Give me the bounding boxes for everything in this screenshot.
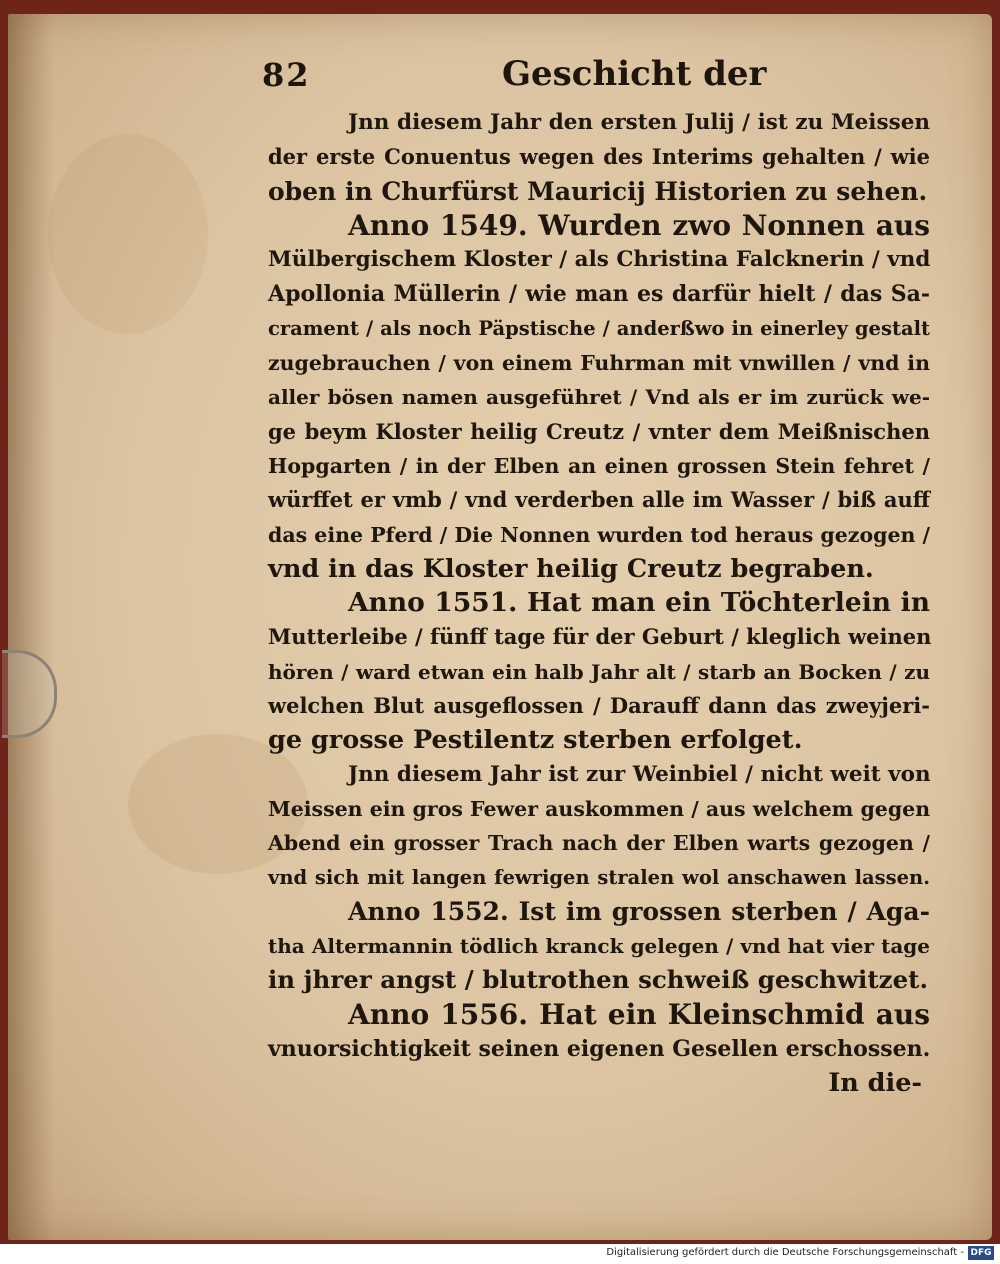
- text-line: Mutterleibe / fünff tage für der Geburt / kleglich weinen: [268, 624, 932, 650]
- text-line: Anno 1552. Ist im grossen sterben / Aga-: [348, 896, 930, 926]
- catchword: In die-: [828, 1068, 922, 1099]
- funding-notice: Digitalisierung gefördert durch die Deutsche Forschungsgemeinschaft -: [606, 1247, 964, 1258]
- text-line: Abend ein grosser Trach nach der Elben warts gezogen /: [268, 831, 930, 856]
- text-line: ge beym Kloster heilig Creutz / vnter dem Meißnischen: [268, 418, 930, 444]
- page-number: 82: [262, 56, 311, 94]
- page-header: [262, 54, 922, 104]
- text-line: crament / als noch Päpstische / anderßwo in einerley gestalt: [268, 316, 930, 340]
- text-line: aller bösen namen ausgeführet / Vnd als er im zurück we-: [268, 385, 930, 410]
- text-line: der erste Conuentus wegen des Interims gehalten / wie: [268, 144, 930, 170]
- text-line: welchen Blut ausgeflossen / Darauff dann das zweyjeri-: [268, 693, 930, 719]
- text-line: Anno 1549. Wurden zwo Nonnen aus: [348, 208, 930, 242]
- text-line: in jhrer angst / blutrothen schweiß geschwitzet.: [268, 965, 929, 995]
- dfg-logo-icon: DFG: [968, 1246, 994, 1260]
- text-line: oben in Churfürst Mauricij Historien zu sehen.: [268, 176, 928, 206]
- body-text: [268, 106, 930, 1101]
- text-line: hören / ward etwan ein halb Jahr alt / starb an Bocken / zu: [268, 659, 930, 684]
- text-line: tha Altermannin tödlich kranck gelegen / vnd hat vier tage: [268, 934, 930, 959]
- text-line: zugebrauchen / von einem Fuhrman mit vnwillen / vnd in: [268, 351, 930, 376]
- text-line: Anno 1556. Hat ein Kleinschmid aus: [348, 997, 930, 1031]
- text-line: Jnn diesem Jahr den ersten Julij / ist zu Meissen: [348, 110, 930, 135]
- text-line: vnuorsichtigkeit seinen eigenen Gesellen erschossen.: [268, 1036, 931, 1063]
- text-line: Jnn diesem Jahr ist zur Weinbiel / nicht weit von: [348, 761, 931, 787]
- text-line: das eine Pferd / Die Nonnen wurden tod heraus gezogen /: [268, 522, 931, 547]
- text-line: würffet er vmb / vnd verderben alle im Wasser / biß auff: [268, 487, 930, 513]
- text-line: Meissen ein gros Fewer auskommen / aus welchem gegen: [268, 796, 931, 821]
- text-line: vnd in das Kloster heilig Creutz begraben.: [268, 553, 874, 584]
- paper-stain: [48, 134, 208, 334]
- text-line: ge grosse Pestilentz sterben erfolget.: [268, 725, 803, 756]
- text-line: vnd sich mit langen fewrigen stralen wol anschawen lassen.: [268, 865, 930, 889]
- text-line: Anno 1551. Hat man ein Töchterlein in: [348, 587, 930, 619]
- text-line: Hopgarten / in der Elben an einen grossen Stein fehret /: [268, 453, 930, 478]
- footer-bar: [0, 1244, 1000, 1264]
- running-head: Geschicht der: [502, 54, 767, 94]
- text-line: Mülbergischem Kloster / als Christina Falcknerin / vnd: [268, 247, 931, 273]
- text-line: Apollonia Müllerin / wie man es darfür hielt / das Sa-: [268, 281, 930, 308]
